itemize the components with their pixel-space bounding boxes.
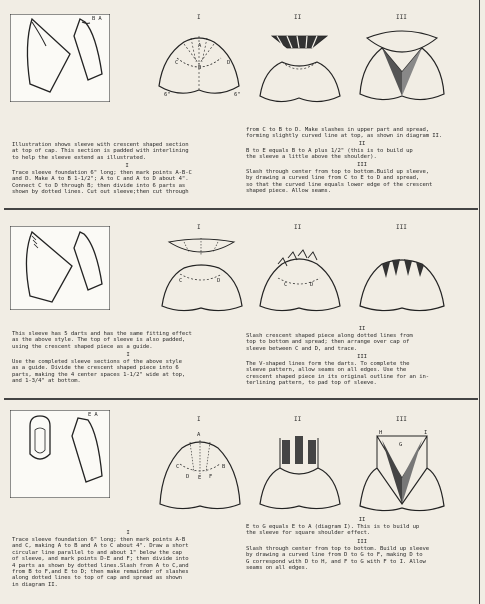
section3-right-text-2: E to G equals E to A (diagram I). This is to build up the sleeve for square shoulder effect. [246, 524, 420, 537]
dress-sleeve-illustration-3 [10, 410, 110, 498]
label-b: B [198, 65, 202, 71]
label-e: E [198, 475, 202, 481]
section1-right-text-2: B to E equals B to A plus 1/2" (this is to build up the sleeve a little above the shoulder). [246, 148, 413, 161]
label-d: D [217, 278, 221, 284]
label-g: G [399, 442, 403, 448]
roman-3: III [396, 14, 407, 21]
divider-2 [4, 398, 478, 400]
section3-right-text-3: Slash through center from top to bottom. Build up sleeve by drawing a curved line from D to G to F, making D to G correspond with D to H, and F to G with F to I. Allow seams on all edges. [246, 546, 429, 572]
section3-right-num-3: III [357, 539, 367, 545]
section2-right-text-3: The V-shaped lines form the darts. To complete the sleeve pattern, allow seams on all edges. Use the crescent shaped piece in its original outline for an in- terlining pattern, to pad top of sleeve. [246, 361, 429, 387]
label-f: F [209, 474, 213, 480]
sleeve-diagram-2 [252, 428, 347, 514]
label-ba: B A [92, 16, 102, 22]
roman-2: II [294, 416, 302, 423]
label-b: B [222, 464, 226, 470]
label-ea: E A [88, 412, 98, 418]
label-six-left: 6" [164, 92, 171, 98]
label-d2: D [310, 282, 314, 288]
section3-step1-num: I [126, 530, 130, 536]
section-2-panel [4, 212, 474, 396]
section1-right-num-3: III [357, 162, 367, 168]
label-c: C [179, 278, 183, 284]
section1-right-text-3: Slash through center from top to bottom.Build up sleeve, by drawing a curved line from C to E to D and spread, so that the curved line equals lower edge of the crescent shaped piece. Allow seams. [246, 169, 433, 195]
roman-3: III [396, 416, 407, 423]
section2-right-num-3: III [357, 354, 367, 360]
section2-right-num-2: II [358, 326, 366, 332]
section2-right-text-2: Slash crescent shaped piece along dotted lines from top to bottom and spread; then arrange over cap of sleeve between C and D, and trace. [246, 333, 413, 352]
section1-right-num-2: II [358, 141, 366, 147]
section2-caption: This sleeve has 5 darts and has the same fitting effect as the above style. The top of sleeve is also padded, using the crescent shaped piece as a guide. [12, 331, 192, 350]
label-d: D [186, 474, 190, 480]
sleeve-diagram-2 [252, 26, 347, 106]
section3-step1-text: Trace sleeve foundation 6" long; then mark points A-B and C, making A to B and A to C about 4". Draw a short circular line parallel to and about 1" below the cap of sleeve, and mark points D-E and F; then divide into 4 parts as shown by dotted lines.Slash from A to C,and from B to F,and E to D; then make remainder of slashes along dotted lines to top of cap and spread as shown in diagram II. [12, 537, 189, 588]
right-edge-line [479, 0, 480, 604]
label-c2: C [284, 282, 288, 288]
label-six-right: 6" [234, 92, 241, 98]
label-c: C [175, 60, 179, 66]
roman-2: II [294, 14, 302, 21]
label-a: A [198, 43, 202, 49]
section-3-panel [4, 402, 474, 600]
dress-sleeve-illustration-1 [10, 14, 110, 102]
sleeve-diagram-3 [352, 24, 452, 106]
label-c: C [176, 464, 180, 470]
divider-1 [4, 208, 478, 210]
section1-caption: Illustration shows sleeve with crescent shaped section at top of cap. This section is padded with interlining to help the sleeve extend as illustrated. [12, 142, 189, 161]
label-d: D [227, 60, 231, 66]
roman-1: I [197, 416, 201, 423]
section2-step1-num: I [126, 352, 130, 358]
sleeve-diagram-1 [152, 428, 248, 514]
section1-step1-text: Trace sleeve foundation 6" long; then mark points A-B-C and D. Make A to B 1-1/2"; A to C and A to D about 4". Connect C to D through B; then divide into 6 parts as shown by dotted lines. Cut out sleeve;then cut through [12, 170, 192, 196]
sleeve-diagram-2 [252, 234, 347, 314]
label-i: I [424, 430, 428, 436]
sleeve-diagram-1 [154, 234, 249, 314]
label-h: H [379, 430, 383, 436]
label-a: A [197, 432, 201, 438]
dress-sleeve-illustration-2 [10, 226, 110, 310]
section1-right-text-1: from C to B to D. Make slashes in upper part and spread, forming slightly curved line at top, as shown in diagram II. [246, 127, 443, 140]
section-1-panel [4, 2, 474, 208]
roman-1: I [197, 224, 201, 231]
section2-step1-text: Use the completed sleeve sections of the above style as a guide. Divide the crescent shaped piece into 6 parts, making the 4 center spaces 1-1/2" wide at top, and 1-3/4" at bottom. [12, 359, 186, 385]
roman-2: II [294, 224, 302, 231]
section3-right-num-2: II [358, 517, 366, 523]
section1-step1-num: I [125, 163, 129, 169]
roman-3: III [396, 224, 407, 231]
sleeve-diagram-3 [352, 234, 452, 314]
roman-1: I [197, 14, 201, 21]
